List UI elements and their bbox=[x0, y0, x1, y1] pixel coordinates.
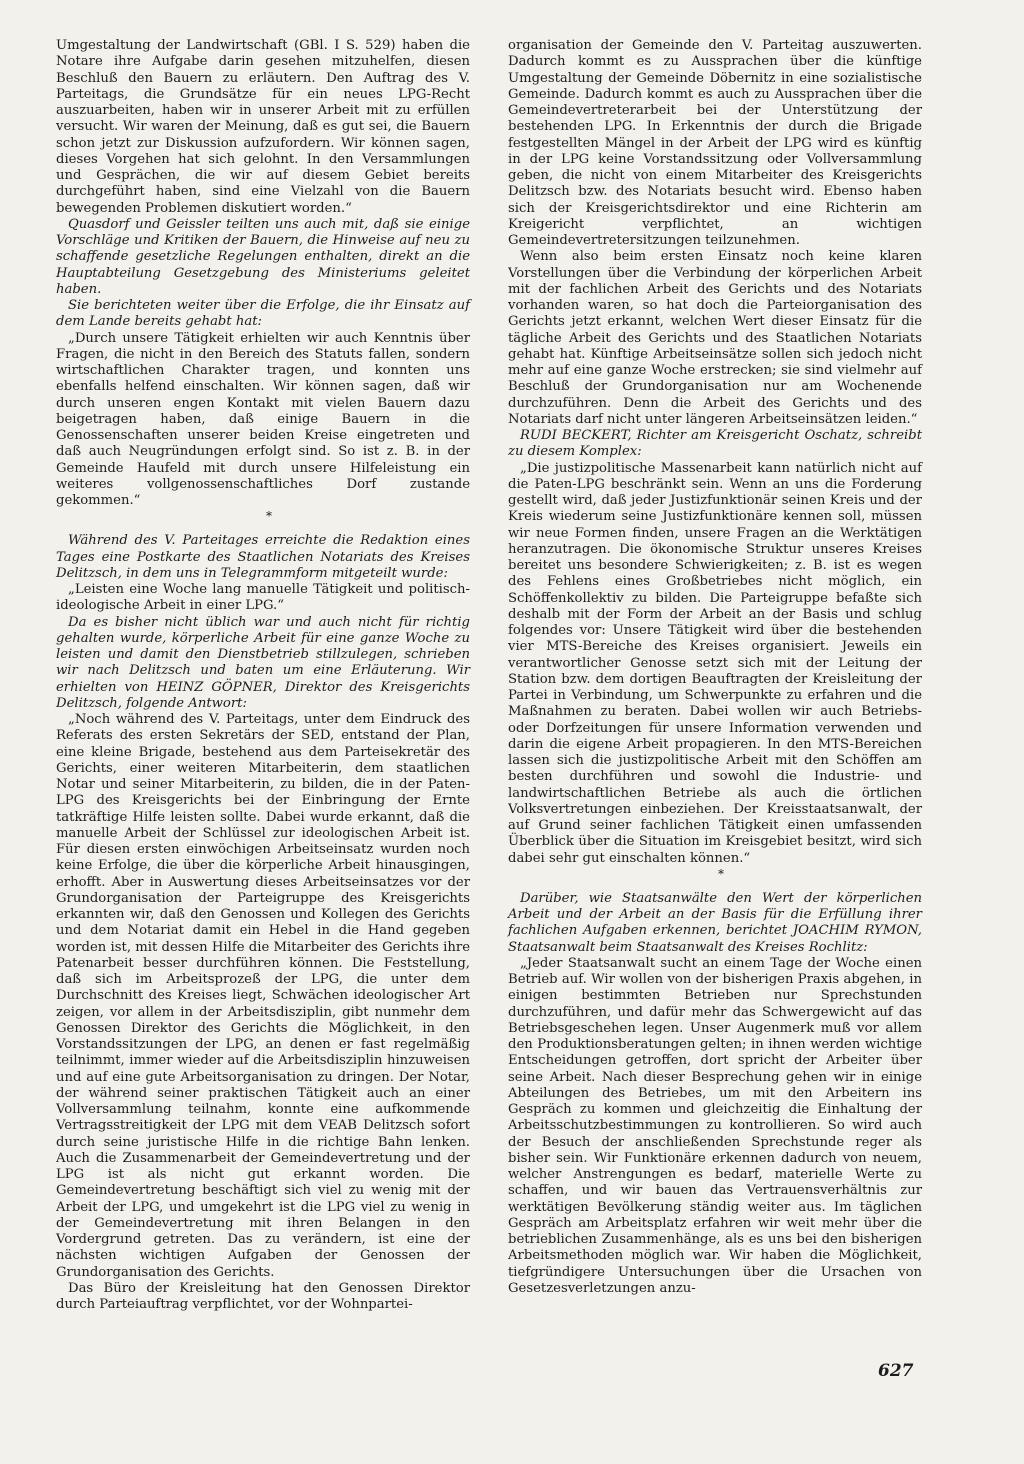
right-column bbox=[508, 38, 922, 1297]
quote-paragraph: „Noch während des V. Parteitags, unter dem Eindruck des Referats des ersten Sekretärs der SED, entstand der Plan, eine kleine Brigade, bestehend aus dem Parteisekretär des Gerichts, einer weiteren Mitarbeiterin, dem staatlichen Notar und seiner Mitarbeiterin, zu bilden, die in der Paten-LPG des Kreisgerichts bei der Einbringung der Ernte tatkräftige Hilfe leisten sollte. Dabei wurde erkannt, daß die manuelle Arbeit der Schlüssel zur ideologischen Arbeit ist. Für diesen ersten einwöchigen Arbeitseinsatz wurden noch keine Erfolge, die über die körperliche Arbeit hinausgingen, erhofft. Aber in Auswertung dieses Arbeitseinsatzes vor der Grundorganisation der Parteigruppe des Kreisgerichts erkannten wir, daß den Genossen und Kollegen des Gerichts und dem Notariat damit ein Hebel in die Hand gegeben worden ist, mit dessen Hilfe die Mitarbeiter des Gerichts ihre Patenarbeit besser durchführen können. Die Feststellung, daß sich im Arbeitsprozeß der LPG, die unter dem Durchschnitt des Kreises liegt, Schwächen ideologischer Art zeigen, vor allem in der Arbeitsdisziplin, gibt nunmehr dem Genossen Direktor des Gerichts die Möglichkeit, in den Vorstandssitzungen der LPG, an denen er fast regelmäßig teilnimmt, immer wieder auf die Arbeitsdisziplin hinzuweisen und auf eine gute Arbeitsorganisation zu dringen. Der Notar, der während seiner praktischen Tätigkeit auch an einer Vollversammlung teilnahm, konnte eine aufkommende Vertragsstreitigkeit der LPG mit dem VEAB Delitzsch sofort durch seine juristische Hilfe in die richtige Bahn lenken. Auch die Zusammenarbeit der Gemeindevertretung und der LPG ist als nicht gut erkannt worden. Die Gemeindevertretung beschäftigt sich viel zu wenig mit der Arbeit der LPG, und umgekehrt ist die LPG viel zu wenig in der Gemeindevertretung mit ihren Belangen in den Vordergrund getreten. Das zu verändern, ist eine der nächsten wichtigen Aufgaben der Genossen der Grundorganisation des Gerichts. bbox=[56, 712, 470, 1280]
paragraph: organisation der Gemeinde den V. Parteitag auszuwerten. Dadurch kommt es zu Aussprachen über die künftige Umgestaltung der Gemeinde Döbernitz in eine sozialistische Gemeinde. Dadurch kommt es auch zu Aussprachen über die Gemeindevertreterarbeit bei der Unterstützung der bestehenden LPG. In Erkenntnis der durch die Brigade festgestellten Mängel in der Arbeit der LPG wird es künftig in der LPG keine Vorstandssitzung oder Vollversammlung geben, die nicht von einem Mitarbeiter des Kreisgerichts Delitzsch bzw. des Notariats besucht wird. Ebenso haben sich der Kreisgerichtsdirektor und eine Richterin am Kreigericht verpflichtet, an wichtigen Gemeindevertretersitzungen teilzunehmen. bbox=[508, 38, 922, 248]
page-number: 627 bbox=[878, 1361, 914, 1381]
quote-paragraph: „Leisten eine Woche lang manuelle Tätigkeit und politisch-ideologische Arbeit in einer LPG.“ bbox=[56, 582, 470, 614]
editorial-note: Sie berichteten weiter über die Erfolge, die ihr Einsatz auf dem Lande bereits gehabt hat: bbox=[56, 298, 470, 330]
paragraph: Umgestaltung der Landwirtschaft (GBl. I S. 529) haben die Notare ihre Aufgabe darin gesehen mitzuhelfen, diesen Beschluß den Bauern zu erläutern. Den Auftrag des V. Parteitags, die Grundsätze für ein neues LPG-Recht auszuarbeiten, haben wir in unserer Arbeit mit zu erfüllen versucht. Wir waren der Meinung, daß es gut sei, die Bauern schon jetzt zur Diskussion aufzufordern. Wir können sagen, dieses Vorgehen hat sich gelohnt. In den Versammlungen und Gesprächen, die wir auf diesem Gebiet bereits durchgeführt haben, sind eine Vielzahl von die Bauern bewegenden Problemen diskutiert worden.“ bbox=[56, 38, 470, 216]
editorial-note: Darüber, wie Staatsanwälte den Wert der körperlichen Arbeit und der Arbeit an der Basis für die Erfüllung ihrer fachlichen Aufgaben erkennen, berichtet JOACHIM RYMON, Staatsanwalt beim Staatsanwalt des Kreises Rochlitz: bbox=[508, 890, 922, 955]
editorial-note: RUDI BECKERT, Richter am Kreisgericht Oschatz, schreibt zu diesem Komplex: bbox=[508, 428, 922, 460]
section-separator: * bbox=[266, 509, 272, 524]
section-separator: * bbox=[718, 866, 724, 881]
quote-paragraph: „Durch unsere Tätigkeit erhielten wir auch Kenntnis über Fragen, die nicht in den Bereich des Statuts fallen, sondern wirtschaftlichen Charakter tragen, und konnten uns ebenfalls helfend einschalten. Wir können sagen, daß wir durch unseren engen Kontakt mit vielen Bauern dazu beigetragen haben, daß einige Bauern in die Genossenschaften unserer beiden Kreise eingetreten und daß auch Neugründungen erfolgt sind. So ist z. B. in der Gemeinde Haufeld mit durch unsere Hilfeleistung ein weiteres vollgenossenschaftliches Dorf zustande gekommen.“ bbox=[56, 330, 470, 508]
left-column bbox=[56, 38, 470, 1313]
paragraph: Wenn also beim ersten Einsatz noch keine klaren Vorstellungen über die Verbindung der körperlichen Arbeit mit der fachlichen Arbeit des Gerichts und des Notariats vorhanden waren, so hat doch die Parteiorganisation des Gerichts jetzt erkannt, welchen Wert dieser Einsatz für die tägliche Arbeit des Gerichts und des Staatlichen Notariats gehabt hat. Künftige Arbeitseinsätze sollen sich jedoch nicht mehr auf eine ganze Woche erstrecken; sie sind vielmehr auf Beschluß der Grundorganisation nur am Wochenende durchzuführen. Denn die Arbeit des Gerichts und des Notariats darf nicht unter längeren Arbeitseinsätzen leiden.“ bbox=[508, 249, 922, 427]
editorial-note: Während des V. Parteitages erreichte die Redaktion eines Tages eine Postkarte des Staatlichen Notariats des Kreises Delitzsch, in dem uns in Telegrammform mitgeteilt wurde: bbox=[56, 533, 470, 581]
paragraph: Das Büro der Kreisleitung hat den Genossen Direktor durch Parteiauftrag verpflichtet, vor der Wohnpartei- bbox=[56, 1280, 470, 1312]
quote-paragraph: „Jeder Staatsanwalt sucht an einem Tage der Woche einen Betrieb auf. Wir wollen von der bisherigen Praxis abgehen, in einigen bestimmten Betrieben nur Sprechstunden durchzuführen, und dafür mehr das Schwergewicht auf das Betriebsgeschehen legen. Unser Augenmerk muß vor allem den Produktionsberatungen gelten; in ihnen werden wichtige Entscheidungen getroffen, dort spricht der Arbeiter über seine Arbeit. Nach dieser Besprechung gehen wir in einige Abteilungen des Betriebes, um mit den Arbeitern ins Gespräch zu kommen und gleichzeitig die Einhaltung der Arbeitsschutzbestimmungen zu kontrollieren. So wird auch der Besuch der anschließenden Sprechstunde reger als bisher sein. Wir Funktionäre erkennen dadurch von neuem, welcher Anstrengungen es bedarf, materielle Werte zu schaffen, und wir bauen das Vertrauensverhältnis zur werktätigen Bevölkerung ständig weiter aus. Im täglichen Gespräch am Arbeitsplatz erfahren wir weit mehr über die betrieblichen Zusammenhänge, als es uns bei den bisherigen Arbeitsmethoden möglich war. Wir haben die Möglichkeit, tiefgründigere Untersuchungen über die Ursachen von Gesetzesverletzungen anzu- bbox=[508, 955, 922, 1296]
quote-paragraph: „Die justizpolitische Massenarbeit kann natürlich nicht auf die Paten-LPG beschränkt sein. Wenn an uns die Forderung gestellt wird, daß jeder Justizfunktionär seinen Kreis und der Kreis wiederum seine Justizfunktionäre kennen soll, müssen wir neue Formen finden, unsere Fragen an die Werktätigen heranzutragen. Die ökonomische Struktur unseres Kreises bereitet uns besondere Schwierigkeiten; z. B. ist es wegen des Fehlens eines Großbetriebes nicht möglich, ein Schöffenkollektiv zu bilden. Die Parteigruppe befaßte sich deshalb mit der Form der Arbeit an der Basis und schlug folgendes vor: Unsere Tätigkeit wird über die bestehenden vier MTS-Bereiche des Kreises organisiert. Jeweils ein verantwortlicher Genosse setzt sich mit der Leitung der Station bzw. dem dortigen Beauftragten der Kreisleitung der Partei in Verbindung, um Schwerpunkte zu erfahren und die Maßnahmen zu beraten. Dabei wollen wir auch Betriebs- oder Dorfzeitungen für unsere Information verwenden und darin die eigene Arbeit propagieren. In den MTS-Bereichen lassen sich die justizpolitische Arbeit mit den Schöffen am besten durchführen und sowohl die Industrie- und landwirtschaftlichen Betriebe als auch die örtlichen Volksvertretungen einbeziehen. Der Kreisstaatsanwalt, der auf Grund seiner fachlichen Tätigkeit einen umfassenden Überblick über die Situation im Kreisgebiet besitzt, wird sich dabei sehr gut einschalten können.“ bbox=[508, 460, 922, 866]
editorial-note: Da es bisher nicht üblich war und auch nicht für richtig gehalten wurde, körperliche Arbeit für eine ganze Woche zu leisten und damit den Dienstbetrieb stillzulegen, schrieben wir nach Delitzsch und baten um eine Erläuterung. Wir erhielten von HEINZ GÖPNER, Direktor des Kreisgerichts Delitzsch, folgende Antwort: bbox=[56, 614, 470, 711]
editorial-note: Quasdorf und Geissler teilten uns auch mit, daß sie einige Vorschläge und Kritiken der Bauern, die Hinweise auf neu zu schaffende gesetzliche Regelungen enthalten, direkt an die Hauptabteilung Gesetzgebung des Ministeriums geleitet haben. bbox=[56, 216, 470, 297]
